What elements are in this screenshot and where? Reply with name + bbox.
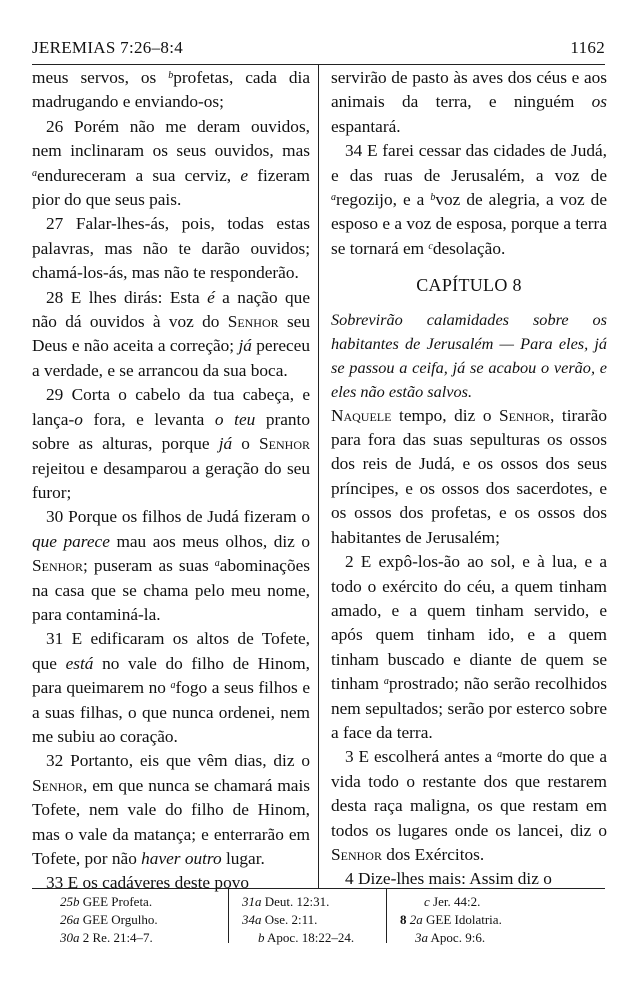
running-title: JEREMIAS 7:26–8:4 bbox=[32, 38, 184, 57]
verse-33: 33 E os cadáveres deste povo bbox=[46, 873, 249, 893]
page-number: 1162 bbox=[570, 38, 605, 57]
verse-29: 29 Corta o cabelo da tua cabeça, e lança-o fora, e levanta o teu pranto sobre as alturas, porque já o Senhor rejeitou e desamparou a geração do seu furor; bbox=[32, 385, 310, 502]
footnote[interactable]: b Apoc. 18:22–24. bbox=[258, 930, 355, 945]
footnote[interactable]: c Jer. 44:2. bbox=[424, 894, 481, 909]
left-column bbox=[32, 66, 310, 896]
footnote-marker[interactable]: a bbox=[214, 558, 220, 570]
footnote-rule bbox=[32, 888, 605, 889]
footnote-marker[interactable]: b bbox=[430, 192, 436, 204]
right-column bbox=[331, 66, 607, 892]
verse-33-continuation: servirão de pasto às aves dos céus e aos animais da terra, e ninguém os espantará. bbox=[331, 68, 607, 136]
verse-1: Naquele tempo, diz o Senhor, tirarão para fora das suas sepulturas os ossos dos reis de Judá, e os ossos dos seus príncipes, e os ossos dos sacerdotes, e os ossos dos profetas, e os ossos dos habitantes de Jerusalém; bbox=[331, 405, 607, 547]
footnote[interactable]: 34a Ose. 2:11. bbox=[242, 912, 318, 927]
footnote[interactable]: 31a Deut. 12:31. bbox=[242, 894, 330, 909]
footnote-marker[interactable]: a bbox=[170, 680, 176, 692]
footnote-marker[interactable]: b bbox=[168, 70, 174, 81]
footnote-marker[interactable]: c bbox=[428, 240, 433, 252]
footnote[interactable]: 26a GEE Orgulho. bbox=[60, 912, 158, 927]
footnote[interactable]: 8 2a GEE Idolatria. bbox=[400, 912, 502, 927]
footnotes-column-3 bbox=[398, 893, 502, 947]
footnote[interactable]: 25b GEE Profeta. bbox=[60, 894, 153, 909]
verse-31: 31 E edificaram os altos de Tofete, que está no vale do filho de Hinom, para queimarem no $^a$fogo a seus filhos e a suas filhas, o que nunca ordenei, nem me subiu ao coração. bbox=[32, 629, 310, 746]
verse-27: 27 Falar-lhes-ás, pois, todas estas palavras, mas não te darão ouvidos; chamá-los-ás, mas não te responderão. bbox=[32, 214, 310, 283]
column-divider bbox=[318, 64, 319, 888]
verse-34: 34 E farei cessar das cidades de Judá, e das ruas de Jerusalém, a voz de $^a$regozijo, e a $^b$voz de alegria, a voz de esposo e a voz de esposa, porque a terra se tornará em $^c$desolação. bbox=[331, 141, 607, 258]
verse-4: 4 Dize-lhes mais: Assim diz o bbox=[345, 869, 552, 889]
footnote-marker[interactable]: a bbox=[383, 676, 389, 688]
verse-26: 26 Porém não me deram ouvidos, nem inclinaram os seus ouvidos, mas $^a$endureceram a sua cerviz, e fizeram pior do que seus pais. bbox=[32, 116, 310, 210]
chapter-summary: Sobrevirão calamidades sobre os habitantes de Jerusalém — Para eles, já se passou a ceifa, já se acabou o verão, e eles não estão salvos. bbox=[331, 309, 607, 401]
footnotes-column-1 bbox=[60, 893, 158, 947]
footnote-marker[interactable]: a bbox=[331, 192, 336, 204]
footnote-marker[interactable]: a bbox=[32, 167, 37, 179]
verse-3: 3 E escolherá antes a $^a$morte do que a vida todo o restante dos que restarem desta raça maligna, os que restam em todos os lugares onde os lancei, diz o Senhor dos Exércitos. bbox=[331, 747, 607, 864]
chapter-title: CAPÍTULO 8 bbox=[416, 275, 522, 296]
running-header bbox=[32, 38, 605, 62]
verse-28: 28 E lhes dirás: Esta é a nação que não dá ouvidos à voz do Senhor seu Deus e não aceita a correção; já pereceu a verdade, e se arrancou da sua boca. bbox=[32, 287, 310, 380]
footnote[interactable]: 30a 2 Re. 21:4–7. bbox=[60, 930, 153, 945]
footnote-divider bbox=[386, 889, 387, 943]
footnotes-column-2 bbox=[242, 893, 354, 947]
verse-2: 2 E expô-los-ão ao sol, e à lua, e a todo o exército do céu, a quem tinham amado, e a quem tinham servido, e após quem tinham ido, e a quem tinham buscado e diante de quem se tinham $^a$prostrado; não serão recolhidos nem sepultados; serão por esterco sobre a face da terra. bbox=[331, 552, 607, 742]
footnote-marker[interactable]: a bbox=[497, 749, 503, 761]
footnote[interactable]: 3a Apoc. 9:6. bbox=[415, 930, 486, 945]
verse-25-continuation: meus servos, os $^b$profetas, cada dia madrugando e enviando-os; bbox=[32, 68, 310, 112]
verse-32: 32 Portanto, eis que vêm dias, diz o Senhor, em que nunca se chamará mais Tofete, nem vale do filho de Hinom, mas o vale da matança; e enterrarão em Tofete, por não haver outro lugar. bbox=[32, 751, 310, 868]
verse-30: 30 Porque os filhos de Judá fizeram o que parece mau aos meus olhos, diz o Senhor; puseram as suas $^a$abominações na casa que se chama pelo meu nome, para contaminá-la. bbox=[32, 507, 310, 624]
footnote-divider bbox=[228, 889, 229, 943]
